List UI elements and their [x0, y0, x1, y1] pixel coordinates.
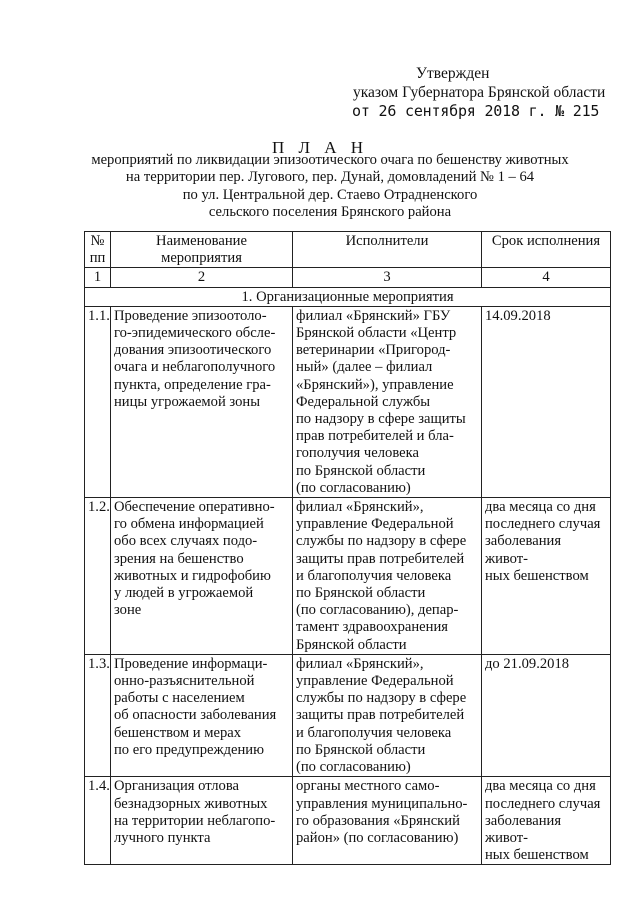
row-number: 1.3. — [85, 654, 111, 776]
row-executors-line: филиал «Брянский» ГБУ — [296, 307, 451, 324]
document-subtitle — [60, 152, 600, 221]
row-deadline-line: ных бешенством — [485, 847, 589, 864]
row-measure-name-line: пункта, определение гра- — [114, 376, 271, 393]
row-executors-line: службы по надзору в сфере — [296, 690, 467, 707]
table-row — [85, 654, 611, 776]
row-executors-line: по Брянской области — [296, 462, 426, 479]
row-executors-line: ный» (далее – филиал — [296, 359, 433, 376]
column-number-row — [85, 268, 611, 287]
row-number: 1.1. — [85, 306, 111, 497]
row-measure-name — [111, 306, 293, 497]
row-executors-line: и благополучия человека — [296, 567, 452, 584]
row-deadline — [482, 654, 611, 776]
row-deadline — [482, 777, 611, 865]
column-number: 1 — [85, 268, 111, 287]
row-measure-name — [111, 777, 293, 865]
document-title: П Л А Н — [271, 138, 369, 157]
row-executors-line: прав потребителей и бла- — [296, 428, 454, 445]
row-measure-name-line: лучного пункта — [114, 829, 211, 846]
row-executors-line: филиал «Брянский», — [296, 499, 424, 516]
row-executors — [293, 498, 482, 655]
table-row — [85, 306, 611, 497]
row-executors-line: и благополучия человека — [296, 724, 452, 741]
row-measure-name — [111, 498, 293, 655]
row-measure-name-line: дования эпизоотического — [114, 342, 272, 359]
table-body — [85, 306, 611, 865]
row-measure-name-line: работы с населением — [114, 690, 245, 707]
row-measure-name-line: Проведение эпизоотоло- — [114, 307, 267, 324]
row-measure-name-line: животных и гидрофобию — [114, 567, 271, 584]
row-executors-line: филиал «Брянский», — [296, 655, 424, 672]
row-measure-name-line: го обмена информацией — [114, 516, 264, 533]
row-measure-name-line: ницы угрожаемой зоны — [114, 393, 261, 410]
row-measure-name-line: у людей в угрожаемой — [114, 585, 254, 602]
row-deadline-line: 14.09.2018 — [485, 307, 551, 324]
row-executors-line: службы по надзору в сфере — [296, 533, 467, 550]
row-deadline-line: последнего случая — [485, 516, 601, 533]
row-measure-name-line: очага и неблагополучного — [114, 359, 276, 376]
row-executors-line: «Брянский»), управление — [296, 376, 454, 393]
table-row — [85, 777, 611, 865]
section-row — [85, 287, 611, 306]
subtitle-line: на территории пер. Лугового, пер. Дунай, домовладений № 1 – 64 — [125, 169, 535, 186]
header-num: № пп — [85, 232, 111, 268]
row-measure-name-line: по его предупреждению — [114, 741, 265, 758]
row-executors-line: Федеральной службы — [296, 393, 431, 410]
row-deadline-line: ных бешенством — [485, 567, 589, 584]
row-executors — [293, 654, 482, 776]
column-number: 3 — [293, 268, 482, 287]
row-executors-line: управления муниципально- — [296, 795, 468, 812]
row-number: 1.4. — [85, 777, 111, 865]
approval-line-decree: указом Губернатора Брянской области — [353, 84, 606, 101]
row-measure-name-line: онно-разъяснительной — [114, 673, 255, 690]
row-measure-name-line: Проведение информаци- — [114, 655, 268, 672]
row-executors-line: управление Федеральной — [296, 673, 454, 690]
subtitle-line: мероприятий по ликвидации эпизоотического очага по бешенству животных — [91, 152, 569, 168]
row-executors-line: гополучия человека — [296, 445, 419, 462]
row-executors-line: тамент здравоохранения — [296, 619, 448, 636]
row-executors-line: район» (по согласованию) — [296, 829, 459, 846]
row-deadline — [482, 306, 611, 497]
row-executors-line: Брянской области «Центр — [296, 325, 457, 342]
row-executors-line: Брянской области — [296, 636, 407, 653]
subtitle-line: по ул. Центральной дер. Стаево Отрадненского — [182, 186, 478, 203]
row-measure-name-line: Обеспечение оперативно- — [114, 499, 275, 516]
row-measure-name-line: зрения на бешенство — [114, 550, 244, 567]
header-executors: Исполнители — [293, 232, 482, 268]
approval-line-date-number: от 26 сентября 2018 г. № 215 — [352, 102, 600, 120]
row-executors-line: управление Федеральной — [296, 516, 454, 533]
column-number: 2 — [111, 268, 293, 287]
row-measure-name-line: на территории неблагопо- — [114, 812, 276, 829]
column-number: 4 — [482, 268, 611, 287]
row-deadline-line: два месяца со дня — [485, 499, 596, 516]
row-deadline — [482, 498, 611, 655]
row-deadline-line: заболевания живот- — [485, 812, 562, 846]
row-executors-line: по надзору в сфере защиты — [296, 411, 466, 428]
subtitle-line: сельского поселения Брянского района — [208, 203, 452, 220]
approval-stamp — [352, 64, 632, 121]
row-executors-line: защиты прав потребителей — [296, 550, 465, 567]
row-executors-line: ветеринарии «Пригород- — [296, 342, 451, 359]
row-deadline-line: два месяца со дня — [485, 778, 596, 795]
row-executors-line: защиты прав потребителей — [296, 707, 465, 724]
row-deadline-line: последнего случая — [485, 795, 601, 812]
row-measure-name-line: безнадзорных животных — [114, 795, 268, 812]
row-executors-line: по Брянской области — [296, 585, 426, 602]
row-executors-line: органы местного само- — [296, 778, 440, 795]
row-number: 1.2. — [85, 498, 111, 655]
row-measure-name-line: обо всех случаях подо- — [114, 533, 258, 550]
row-executors-line: (по согласованию) — [296, 759, 411, 776]
row-executors-line: (по согласованию) — [296, 479, 411, 496]
row-executors-line: го образования «Брянский — [296, 812, 460, 829]
table-header-row — [85, 232, 611, 268]
row-measure-name-line: Организация отлова — [114, 778, 240, 795]
row-executors — [293, 777, 482, 865]
row-executors — [293, 306, 482, 497]
row-executors-line: (по согласованию), депар- — [296, 602, 459, 619]
section-title: 1. Организационные мероприятия — [85, 287, 611, 306]
row-measure-name — [111, 654, 293, 776]
approval-line-approved: Утвержден — [416, 65, 490, 82]
row-measure-name-line: бешенством и мерах — [114, 724, 242, 741]
row-executors-line: по Брянской области — [296, 741, 426, 758]
row-measure-name-line: зоне — [114, 602, 142, 619]
row-measure-name-line: об опасности заболевания — [114, 707, 277, 724]
row-deadline-line: до 21.09.2018 — [485, 655, 570, 672]
header-name: Наименование мероприятия — [111, 232, 293, 268]
table-row — [85, 498, 611, 655]
header-deadline: Срок исполнения — [482, 232, 611, 268]
row-deadline-line: заболевания живот- — [485, 533, 562, 567]
row-measure-name-line: го-эпидемического обсле- — [114, 325, 276, 342]
plan-table — [84, 231, 611, 865]
